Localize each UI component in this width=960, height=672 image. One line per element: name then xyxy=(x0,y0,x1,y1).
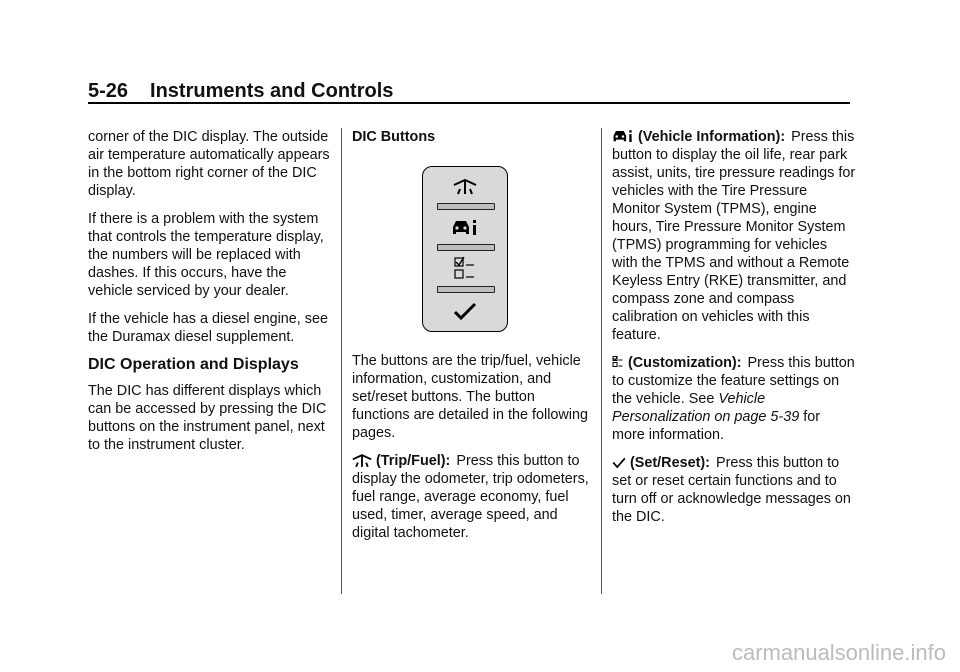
column-1 xyxy=(88,128,330,464)
watermark: carmanualsonline.info xyxy=(731,640,946,665)
paragraph: The buttons are the trip/fuel, vehicle information, customization, and set/reset buttons. The button functions are detailed in the following pages. xyxy=(352,353,588,441)
set-reset-description xyxy=(612,454,856,526)
column-3 xyxy=(612,128,856,536)
vehicle-info-icon xyxy=(451,219,479,237)
column-divider xyxy=(341,128,342,594)
trip-fuel-icon xyxy=(453,179,477,195)
cross-reference-link[interactable]: Vehicle Personalization on page 5-39 xyxy=(612,391,800,425)
section-heading: DIC Operation and Displays xyxy=(88,356,299,373)
customization-text: Press this button to customize the feature settings on the vehicle. See xyxy=(612,355,855,407)
set-reset-text: Press this button to set or reset certain functions and to turn off or acknowledge messages on the DIC. xyxy=(612,455,851,525)
customization-button[interactable] xyxy=(432,253,498,284)
customization-icon xyxy=(453,256,477,282)
vehicle-information-label: (Vehicle Information): xyxy=(638,129,786,145)
button-divider xyxy=(437,244,495,251)
vehicle-information-description xyxy=(612,128,856,344)
trip-fuel-text: Press this button to display the odometer, trip odometers, fuel range, average economy, fuel used, timer, average speed, and digital tachometer. xyxy=(352,453,589,541)
column-divider xyxy=(601,128,602,594)
vehicle-info-icon xyxy=(612,129,634,144)
customization-description xyxy=(612,354,856,444)
customization-icon xyxy=(612,354,624,370)
trip-fuel-label: (Trip/Fuel): xyxy=(376,453,451,469)
vehicle-information-text: Press this button to display the oil life, rear park assist, units, tire pressure readings for vehicles with the Tire Pressure Monitor System (TPMS), engine hours, Tire Pressure Monitor System (TPMS) programming for vehicles with the TPMS and without a Remote Keyless Entry (RKE) transmitter, and compass zone and compass calibration on vehicles with this feature. xyxy=(612,129,856,343)
section-title: Instruments and Controls xyxy=(150,80,394,102)
button-divider xyxy=(437,203,495,210)
dic-button-panel xyxy=(422,166,508,332)
paragraph: If the vehicle has a diesel engine, see the Duramax diesel supplement. xyxy=(88,311,329,345)
checkmark-icon xyxy=(612,456,626,470)
button-divider xyxy=(437,286,495,293)
page-number: 5-26 xyxy=(88,80,129,102)
customization-tail: for more information. xyxy=(612,409,821,443)
trip-fuel-icon xyxy=(352,454,372,468)
paragraph: If there is a problem with the system that controls the temperature display, the numbers will be replaced with dashes. If this occurs, have the vehicle serviced by your dealer. xyxy=(88,211,324,299)
customization-label: (Customization): xyxy=(628,355,742,371)
header-rule xyxy=(88,102,850,104)
paragraph: corner of the DIC display. The outside air temperature automatically appears in the bottom right corner of the DIC display. xyxy=(88,129,330,199)
column-2 xyxy=(352,128,592,552)
trip-fuel-description xyxy=(352,452,592,542)
set-reset-button[interactable] xyxy=(432,295,498,326)
page-header xyxy=(88,80,393,103)
subheading: DIC Buttons xyxy=(352,129,436,145)
paragraph: The DIC has different displays which can be accessed by pressing the DIC buttons on the instrument panel, next to the instrument cluster. xyxy=(88,383,327,453)
vehicle-information-button[interactable] xyxy=(432,212,498,243)
checkmark-icon xyxy=(453,302,477,320)
trip-fuel-button[interactable] xyxy=(432,171,498,202)
set-reset-label: (Set/Reset): xyxy=(630,455,710,471)
